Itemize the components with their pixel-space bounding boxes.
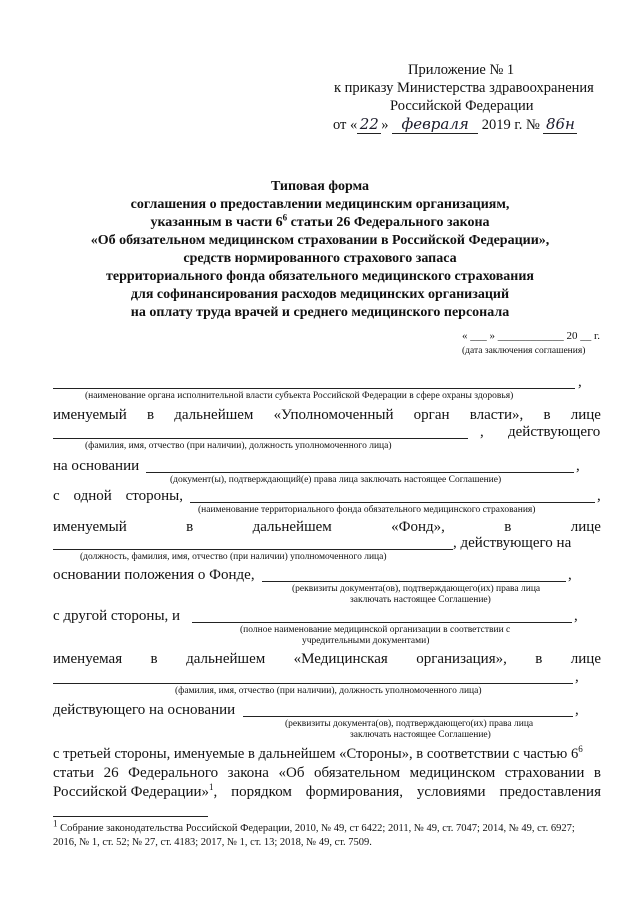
word: формирования, [305, 784, 404, 800]
word: 26 [103, 765, 119, 781]
word: дальнейшем [174, 407, 254, 423]
basis-doc-caption: (документ(ы), подтверждающий(е) права лица заключать настоящее Соглашение) [170, 475, 502, 485]
med-org-line [192, 622, 572, 623]
comma: , [480, 424, 484, 440]
footnote-ref: 1 [209, 782, 214, 792]
word: в [543, 407, 551, 423]
word: именуемый [53, 407, 127, 423]
title-line-3a: указанным в части 6 [150, 215, 283, 230]
acting-label: действующего [508, 424, 601, 440]
word: с [53, 488, 60, 504]
para-line-2 [53, 764, 601, 782]
title-line-6: территориального фонда обязательного медицинского страхования [106, 269, 534, 284]
med-person-line [53, 683, 573, 684]
med-org-caption-1: (полное наименование медицинской организации в соответствии с [240, 625, 511, 635]
federation-label: Российской Федерации [390, 98, 534, 114]
title-line-3 [40, 214, 600, 231]
authority-name-line [53, 388, 575, 389]
word: орган [413, 407, 450, 423]
word: «Уполномоченный [273, 407, 394, 423]
authority-person-line [53, 438, 468, 439]
handwritten-month: февраля [392, 116, 478, 134]
para-text: Российской Федерации» [53, 784, 210, 800]
footnote-mark: 1 [53, 818, 58, 829]
word: организация», [416, 651, 507, 667]
word: одной [73, 488, 112, 504]
basis-doc-line [146, 472, 574, 473]
comma: , [574, 608, 578, 624]
word: в [535, 651, 543, 667]
med-doc-line [243, 716, 573, 717]
med-doc-caption-2: заключать настоящее Соглашение) [350, 730, 491, 740]
order-label: к приказу Министерства здравоохранения [334, 80, 594, 96]
form-title: Типовая форма [270, 179, 370, 194]
handwritten-day: 22 [357, 116, 381, 134]
para-sup: 6 [578, 744, 583, 755]
footnote-line-2: 2016, № 1, ст. 52; № 27, ст. 4183; 2017, № 1, ст. 13; 2018, № 49, ст. 7509. [53, 837, 372, 848]
fund-doc-caption-1: (реквизиты документа(ов), подтверждающего(их) права лица [292, 584, 541, 594]
comma: , [576, 458, 580, 474]
appendix-label: Приложение № 1 [408, 62, 515, 78]
fund-name-caption: (наименование территориального фонда обязательного медицинского страхования) [198, 505, 536, 515]
row-one-side [53, 487, 183, 505]
agreement-date-line: « ___ » ____________ 20 __ г. [462, 330, 601, 342]
comma: , [568, 567, 572, 583]
word: в [504, 519, 512, 535]
title-sup: 6 [282, 212, 288, 223]
authority-person-caption: (фамилия, имя, отчество (при наличии), должность уполномоченного лица) [85, 441, 392, 451]
med-doc-caption-1: (реквизиты документа(ов), подтверждающего(их) права лица [285, 719, 534, 729]
word: «Об [278, 765, 305, 781]
word: «Фонд», [391, 519, 445, 535]
word: в [186, 519, 194, 535]
title-line-7: для софинансирования расходов медицинских организаций [130, 287, 510, 302]
order-date-line [333, 116, 577, 134]
fund-acting-label: , действующего на [453, 535, 572, 551]
fund-doc-caption-2: заключать настоящее Соглашение) [350, 595, 491, 605]
footnote-text: Собрание законодательства Российской Федерации, 2010, № 49, ст 6422; 2011, № 49, ст. 7047; 2014, № 49, ст. 6927; [57, 823, 575, 834]
fund-doc-line [262, 581, 566, 582]
word: «Медицинская [293, 651, 388, 667]
med-person-caption: (фамилия, имя, отчество (при наличии), должность уполномоченного лица) [175, 686, 482, 696]
word: лице [570, 519, 601, 535]
para-line-3 [53, 783, 601, 801]
footnote-line-1 [53, 818, 575, 835]
handwritten-number: 86н [543, 116, 577, 134]
word: медицинском [409, 765, 496, 781]
para-line-1 [53, 745, 583, 763]
title-line-4: «Об обязательном медицинском страховании в Российской Федерации», [90, 233, 550, 248]
word: именуемая [53, 651, 123, 667]
para-line-3-start [53, 783, 217, 801]
title-line-2: соглашения о предоставлении медицинским организациям, [130, 197, 510, 212]
word: лице [570, 651, 601, 667]
title-line-3b: статьи 26 Федерального закона [287, 215, 490, 230]
med-org-caption-2: учредительными документами) [302, 636, 430, 646]
word: порядком [231, 784, 292, 800]
date-mid: » [381, 117, 389, 133]
comma: , [578, 374, 582, 390]
word: , [213, 784, 218, 800]
fund-person-line [53, 549, 453, 550]
word: в [146, 407, 155, 423]
footnote-separator [53, 816, 208, 817]
med-basis-label: действующего на основании [53, 702, 236, 718]
date-prefix: от « [333, 117, 358, 133]
word: в [150, 651, 158, 667]
title-line-8: на оплату труда врачей и среднего медицинского персонала [130, 305, 510, 320]
basis-label: на основании [53, 458, 140, 474]
agreement-date-caption: (дата заключения соглашения) [462, 346, 586, 356]
title-line-5: средств нормированного страхового запаса [183, 251, 457, 266]
year-text: 2019 г. № [481, 117, 540, 133]
word: дальнейшем [252, 519, 332, 535]
word: власти», [469, 407, 524, 423]
word: именуемый [53, 519, 127, 535]
other-side-label: с другой стороны, и [53, 608, 181, 624]
fund-basis-label: основании положения о Фонде, [53, 567, 255, 583]
word: лице [570, 407, 601, 423]
row-authority-intro [53, 406, 601, 424]
word: условиями [416, 784, 486, 800]
word: в [593, 765, 601, 781]
comma: , [575, 702, 579, 718]
authority-caption: (наименование органа исполнительной власти субъекта Российской Федерации в сфере охраны здоровья) [85, 391, 514, 401]
fund-person-caption: (должность, фамилия, имя, отчество (при наличии) уполномоченного лица) [80, 552, 387, 562]
row-med-org-intro [53, 650, 601, 668]
comma: , [597, 488, 601, 504]
word: Федерального [128, 765, 219, 781]
word: предоставления [499, 784, 601, 800]
word: обязательном [313, 765, 401, 781]
word: статьи [53, 765, 95, 781]
comma: , [575, 669, 579, 685]
word: дальнейшем [186, 651, 266, 667]
para-text: с третьей стороны, именуемые в дальнейшем «Стороны», в соответствии с частью 6 [53, 746, 579, 762]
word: стороны, [125, 488, 183, 504]
word: страховании [504, 765, 585, 781]
word: закона [227, 765, 269, 781]
fund-name-line [190, 502, 595, 503]
